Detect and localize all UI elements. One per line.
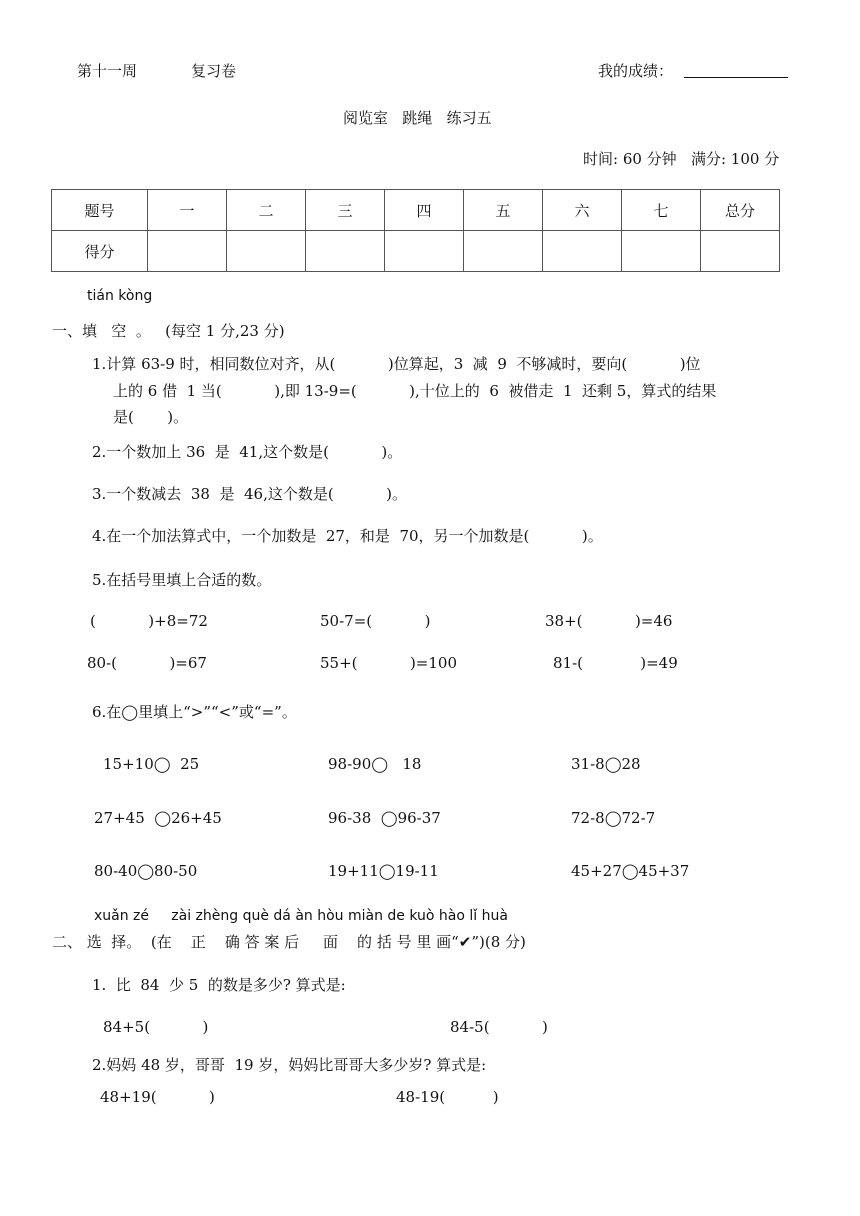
choice-option[interactable]: 48-19( ) <box>396 1088 499 1106</box>
table-cell: 题号 <box>52 190 148 231</box>
section2-title: 二、 选 择。 (在 正 确 答 案 后 面 的 括 号 里 画“✔”)(8 分) <box>52 933 526 951</box>
table-cell: 总分 <box>701 190 780 231</box>
score-cell[interactable] <box>622 231 701 272</box>
table-cell: 六 <box>543 190 622 231</box>
question-4: 4.在一个加法算式中，一个加数是 27，和是 70，另一个加数是( )。 <box>92 527 603 545</box>
question-5: 5.在括号里填上合适的数。 <box>92 571 272 589</box>
q6-item: 72-8◯72-7 <box>571 809 656 827</box>
table-cell: 七 <box>622 190 701 231</box>
q6-item: 98-90◯ 18 <box>328 755 422 773</box>
time-info: 时间: 60 分钟 满分: 100 分 <box>583 150 780 168</box>
q6-item: 31-8◯28 <box>571 755 641 773</box>
choice-option[interactable]: 84+5( ) <box>103 1018 209 1036</box>
question-6: 6.在◯里填上“>”“<”或“=”。 <box>92 703 297 721</box>
q6-item: 19+11◯19-11 <box>328 862 439 880</box>
score-table <box>51 189 780 272</box>
section2-pinyin: xuǎn zé zài zhèng què dá àn hòu miàn de kuò hào lǐ huà <box>94 908 508 924</box>
q6-item: 27+45 ◯26+45 <box>94 809 222 827</box>
q6-item: 96-38 ◯96-37 <box>328 809 441 827</box>
q5-item: 38+( )=46 <box>545 612 673 630</box>
score-cell[interactable] <box>701 231 780 272</box>
table-cell: 四 <box>385 190 464 231</box>
question-2: 2.一个数加上 36 是 41,这个数是( )。 <box>92 443 403 461</box>
section1-pinyin: tián kòng <box>87 288 153 304</box>
table-cell: 三 <box>306 190 385 231</box>
score-cell[interactable] <box>306 231 385 272</box>
table-score-row <box>52 231 780 272</box>
question-1-line-1: 1.计算 63-9 时，相同数位对齐，从( )位算起，3 减 9 不够减时，要向( )位 <box>92 355 701 373</box>
score-blank-line[interactable] <box>684 77 788 78</box>
q6-item: 45+27◯45+37 <box>571 862 690 880</box>
q6-item: 80-40◯80-50 <box>94 862 198 880</box>
score-cell[interactable] <box>227 231 306 272</box>
score-label: 我的成绩： <box>598 62 674 80</box>
question-1-line-3: 是( )。 <box>113 408 189 426</box>
choice-question-2: 2.妈妈 48 岁，哥哥 19 岁，妈妈比哥哥大多少岁? 算式是: <box>92 1056 487 1074</box>
q5-item: ( )+8=72 <box>90 612 208 630</box>
subtitle: 阅览室 跳绳 练习五 <box>343 109 492 127</box>
table-header-row <box>52 190 780 231</box>
choice-question-1: 1. 比 84 少 5 的数是多少? 算式是: <box>92 976 346 994</box>
section1-title: 一、填 空 。 (每空 1 分,23 分) <box>52 322 285 340</box>
table-cell: 一 <box>148 190 227 231</box>
q5-item: 80-( )=67 <box>87 654 207 672</box>
table-cell: 得分 <box>52 231 148 272</box>
q5-item: 55+( )=100 <box>320 654 458 672</box>
q5-item: 50-7=( ) <box>320 612 431 630</box>
table-cell: 二 <box>227 190 306 231</box>
paper-type-label: 复习卷 <box>191 62 237 80</box>
score-cell[interactable] <box>543 231 622 272</box>
q6-item: 15+10◯ 25 <box>103 755 200 773</box>
table-cell: 五 <box>464 190 543 231</box>
week-label: 第十一周 <box>77 62 138 80</box>
choice-option[interactable]: 48+19( ) <box>100 1088 215 1106</box>
question-3: 3.一个数减去 38 是 46,这个数是( )。 <box>92 485 408 503</box>
q5-item: 81-( )=49 <box>553 654 678 672</box>
question-1-line-2: 上的 6 借 1 当( ),即 13-9=( ),十位上的 6 被借走 1 还剩 5，算式的结果 <box>113 382 717 400</box>
score-cell[interactable] <box>464 231 543 272</box>
score-cell[interactable] <box>385 231 464 272</box>
choice-option[interactable]: 84-5( ) <box>450 1018 548 1036</box>
score-cell[interactable] <box>148 231 227 272</box>
